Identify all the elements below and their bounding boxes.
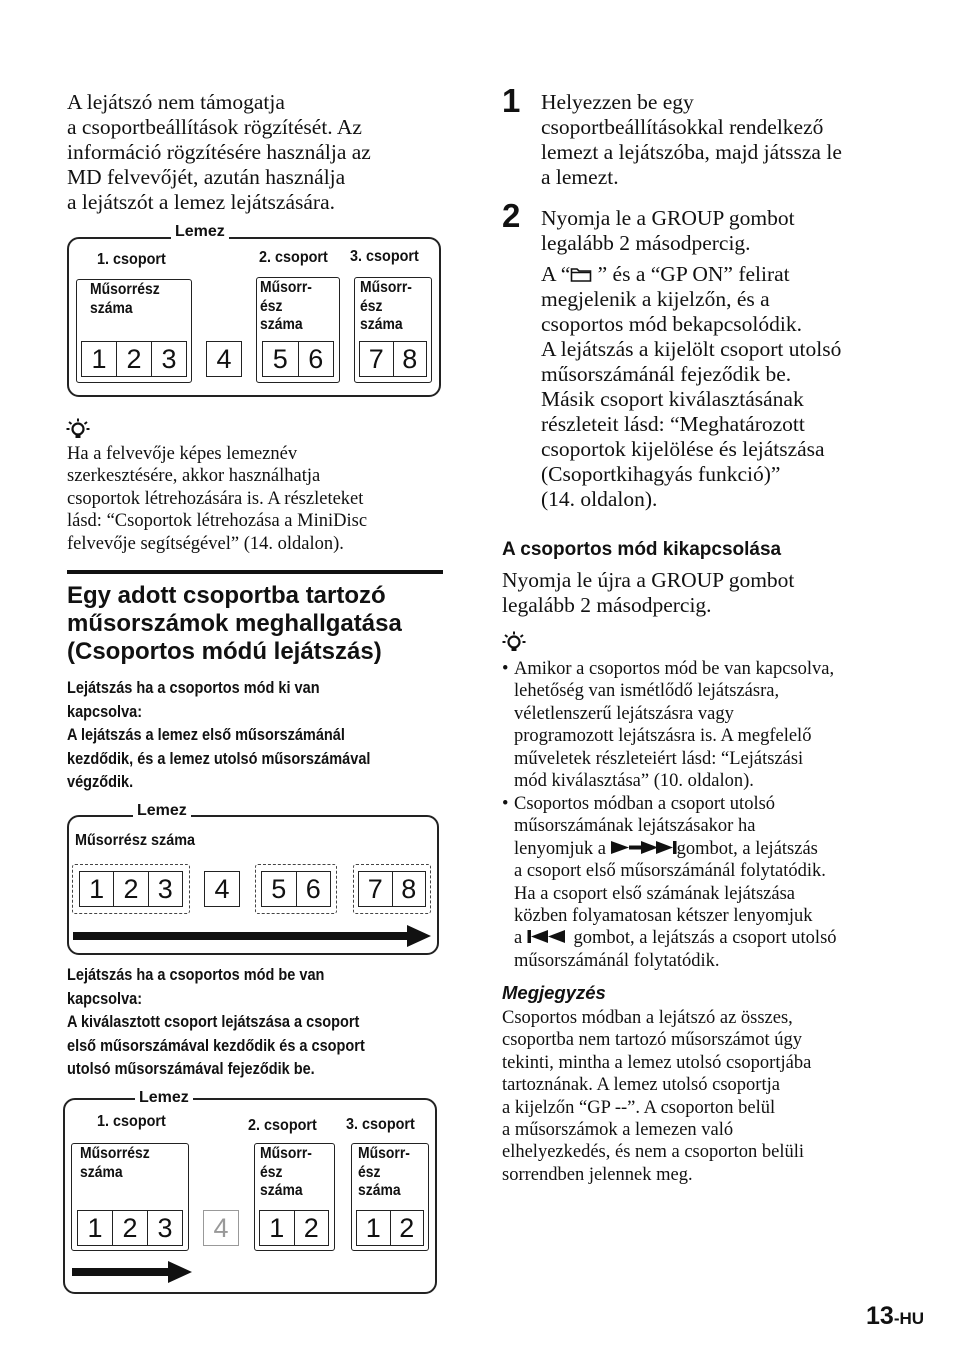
track-number: 2 xyxy=(399,1213,415,1243)
previous-track-icon xyxy=(527,929,569,944)
diagram3-g3-tracks xyxy=(356,1210,424,1246)
step-2-text: Nyomja le a GROUP gombot legalább 2 másodpercig. xyxy=(541,206,795,255)
diagram1-g3-tracks xyxy=(359,341,427,377)
track-number: 7 xyxy=(359,872,393,906)
diagram1-group1-label: 1. csoport xyxy=(97,251,166,268)
step-2-details: megjelenik a kijelzőn, és a csoportos mód bekapcsolódik. A lejátszás a kijelölt csoport utolsó műsorszámánál fejeződik be. Másik csoport kiválasztásának részleteit lásd: “Meghatározott csoportok kijelölése és lejátszása (Csoportkihagyás funkció)” (14. oldalon). xyxy=(541,287,842,511)
track-number: 3 xyxy=(161,344,177,374)
diagram2-title: Lemez xyxy=(133,802,191,820)
diagram3-title: Lemez xyxy=(135,1089,193,1107)
diagram1-g1-track-label: Műsorrész száma xyxy=(90,281,160,317)
track-number: 3 xyxy=(157,1213,173,1243)
diagram1-title: Lemez xyxy=(171,223,229,241)
bullet-2-line: műsorszámának lejátszásakor ha xyxy=(514,816,756,837)
track-number: 6 xyxy=(308,344,324,374)
intro-paragraph: A lejátszó nem támogatja a csoportbeállítások rögzítését. Az információ rögzítésére használja az MD felvevőjét, azután használja a lejátszót a lemez lejátszására. xyxy=(67,90,371,214)
diagram3-group1-label: 1. csoport xyxy=(97,1113,166,1130)
sub-text: Nyomja le újra a GROUP gombot legalább 2 másodpercig. xyxy=(502,568,795,617)
diagram3-g1-tracks xyxy=(77,1210,183,1246)
page-number xyxy=(866,1302,924,1331)
next-track-icon xyxy=(611,840,677,855)
step-1-text: Helyezzen be egy csoportbeállításokkal rendelkező lemezt a lejátszóba, majd játssza le a lemezt. xyxy=(541,90,842,189)
track-number: 2 xyxy=(117,342,152,376)
track-number: 2 xyxy=(113,1211,148,1245)
bullet-2-line: lenyomjuk a gombot, a lejátszás xyxy=(514,838,818,859)
note-text: Csoportos módban a lejátszó az összes, csoportba nem tartozó műsorszámot úgy tekinti, mintha a lemez utolsó csoportjába tartoznának. A lemez utolsó csoportja a kijelzőn “GP --”. A csoporton belül a műsorszámok a lemezen való elhelyezkedés, és nem a csoporton belüli sorrendben jelennek meg. xyxy=(502,1008,812,1185)
sub-heading: A csoportos mód kikapcsolása xyxy=(502,539,782,560)
track-number: 3 xyxy=(157,874,173,904)
step-2-line-end: ” és a “GP ON” felirat xyxy=(592,262,790,286)
caption-group-mode-off: Lejátszás ha a csoportos mód ki van kapcsolva: A lejátszás a lemez első műsorszámánál kezdődik, és a lemez utolsó műsorszámával végződik. xyxy=(67,679,371,791)
bullet-2-line: Ha a csoport első számának lejátszása xyxy=(514,883,795,904)
diagram1-g2-track-label: Műsorr- ész száma xyxy=(260,279,312,333)
bullet-2-line: közben folyamatosan kétszer lenyomjuk xyxy=(514,906,813,927)
track-number: 1 xyxy=(260,1211,295,1245)
diagram2-g3-tracks xyxy=(358,871,426,907)
track-number: 1 xyxy=(357,1211,391,1245)
diagram3-single-track: 4 xyxy=(203,1210,239,1246)
note-heading: Megjegyzés xyxy=(502,982,606,1003)
step-1-number: 1 xyxy=(502,82,521,119)
diagram2-single-track: 4 xyxy=(204,871,240,907)
diagram2-track-label: Műsorrész száma xyxy=(75,832,196,849)
bullet-2-text xyxy=(514,793,934,972)
step-2-line-start: A “ xyxy=(541,262,571,286)
page-number-suffix: -HU xyxy=(893,1309,925,1328)
section-rule xyxy=(67,570,443,574)
hint-lightbulb-icon xyxy=(502,631,526,657)
diagram1-g3-track-label: Műsorr- ész száma xyxy=(360,279,412,333)
group-folder-icon xyxy=(570,266,592,282)
bullet-2-line: a csoport első műsorszámánál folytatódik. xyxy=(514,861,826,882)
diagram3-g3-track-label: Műsorr- ész száma xyxy=(358,1145,410,1199)
track-number: 6 xyxy=(305,874,321,904)
track-number: 2 xyxy=(114,872,148,906)
bullet-1-text: Amikor a csoportos mód be van kapcsolva, lehetőség van ismétlődő lejátszásra, véletlenszerű lejátszásra vagy programozott lejátszásra is. A megfelelő műveletek részleteiért lásd: “Lejátszási mód kiválasztása” (10. oldalon). xyxy=(514,659,835,792)
playback-range-arrow-icon xyxy=(73,925,431,947)
diagram2-g1-tracks xyxy=(79,871,183,907)
track-number: 1 xyxy=(82,342,117,376)
track-number: 8 xyxy=(402,344,418,374)
bullet-2-line: a gombot, a lejátszás a csoport utolsó xyxy=(514,928,837,949)
bullet-marker: • xyxy=(502,659,509,679)
track-number: 5 xyxy=(263,342,299,376)
diagram1-g2-tracks xyxy=(262,341,334,377)
bullet-marker: • xyxy=(502,794,509,814)
track-number: 5 xyxy=(262,872,297,906)
hint-lightbulb-icon xyxy=(66,418,90,444)
track-number: 1 xyxy=(80,872,114,906)
track-number: 7 xyxy=(360,342,394,376)
section-title: Egy adott csoportba tartozó műsorszámok meghallgatása (Csoportos módú lejátszás) xyxy=(67,582,402,665)
diagram3-g2-tracks xyxy=(259,1210,329,1246)
tip-paragraph: Ha a felvevője képes lemeznév szerkesztésére, akkor használhatja csoportok létrehozására is. A részleteket lásd: “Csoportok létrehozása a MiniDisc felvevője segítségével” (14. oldalon). xyxy=(67,444,368,554)
step-2-number: 2 xyxy=(502,197,521,234)
diagram1-group3-label: 3. csoport xyxy=(350,248,419,265)
diagram3-group2-label: 2. csoport xyxy=(248,1117,317,1134)
caption-group-mode-on: Lejátszás ha a csoportos mód be van kapcsolva: A kiválasztott csoport lejátszása a csoport első műsorszámával kezdődik és a csoport utolsó műsorszámával fejeződik be. xyxy=(67,966,365,1078)
page-number-value: 13 xyxy=(866,1302,894,1330)
track-number: 8 xyxy=(401,874,417,904)
diagram3-g2-track-label: Műsorr- ész száma xyxy=(260,1145,312,1199)
track-number: 1 xyxy=(78,1211,113,1245)
diagram3-g1-track-label: Műsorrész száma xyxy=(80,1145,150,1181)
bullet-2-line: műsorszámánál folytatódik. xyxy=(514,950,720,971)
diagram1-group2-label: 2. csoport xyxy=(259,249,328,266)
diagram1-g1-tracks xyxy=(81,341,187,377)
diagram3-group3-label: 3. csoport xyxy=(346,1116,415,1133)
diagram2-g2-tracks xyxy=(261,871,331,907)
group-playback-arrow-icon xyxy=(72,1261,192,1283)
bullet-2-line: Csoportos módban a csoport utolsó xyxy=(514,794,776,814)
track-number: 2 xyxy=(303,1213,319,1243)
step-2-display-line xyxy=(541,262,941,287)
diagram1-single-track: 4 xyxy=(206,341,242,377)
